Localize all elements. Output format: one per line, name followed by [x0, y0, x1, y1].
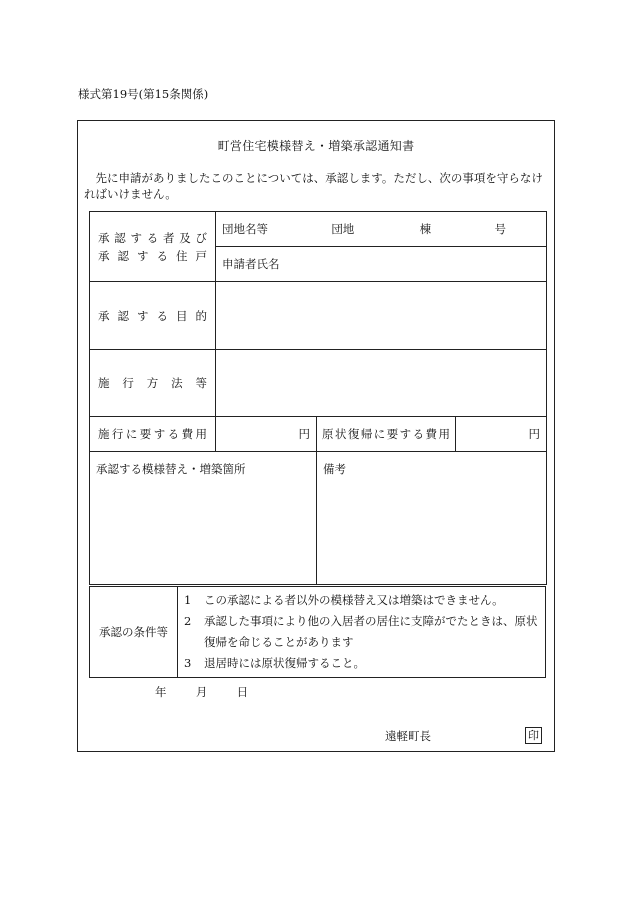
day-label: 日 — [236, 685, 249, 699]
applicant-label-cell — [90, 212, 216, 282]
condition-text: この承認による者以外の模様替え又は増築はできません。 — [204, 593, 504, 607]
applicant-name-field[interactable] — [216, 247, 547, 282]
building-unit: 棟 — [419, 222, 432, 236]
condition-number: 3 — [184, 656, 192, 670]
document-title: 町営住宅模様替え・増築承認通知書 — [217, 139, 415, 153]
complex-name-label: 団地名等 — [222, 222, 268, 236]
intro-text: 先に申請がありましたこのことについては、承認します。ただし、次の事項を守らなければいけません。 — [84, 171, 543, 201]
mayor-signature: 遠軽町長 — [385, 729, 431, 743]
complex-field[interactable] — [216, 212, 547, 247]
condition-text: 退居時には原状復帰すること。 — [204, 656, 365, 670]
restore-cost-field[interactable] — [456, 417, 547, 452]
cost-label: 施行に要する費用 — [90, 417, 216, 452]
purpose-field[interactable] — [216, 282, 547, 350]
applicant-label-line1: 承認する者及び — [98, 230, 207, 245]
purpose-label: 承認する目的 — [90, 282, 216, 350]
cost-unit: 円 — [298, 427, 310, 441]
cost-field[interactable] — [216, 417, 317, 452]
applicant-name-label: 申請者氏名 — [222, 257, 280, 271]
conditions-label: 承認の条件等 — [90, 587, 178, 678]
number-unit: 号 — [494, 222, 506, 236]
notice-form — [77, 120, 555, 752]
remarks-field[interactable] — [317, 452, 547, 585]
condition-text: 承認した事項により他の入居者の居住に支障がでたときは、原状復帰を命じることがあります — [204, 614, 538, 649]
condition-number: 1 — [184, 593, 192, 607]
month-label: 月 — [195, 685, 208, 699]
location-label: 承認する模様替え・増築箇所 — [96, 462, 246, 476]
form-number-label: 様式第19号(第15条関係) — [78, 87, 209, 101]
location-field[interactable] — [90, 452, 317, 585]
restore-cost-label: 原状復帰に要する費用 — [317, 417, 456, 452]
approval-table — [89, 211, 547, 585]
method-field[interactable] — [216, 350, 547, 417]
method-label: 施行方法等 — [90, 350, 216, 417]
conditions-table — [89, 586, 546, 678]
complex-unit: 団地 — [331, 222, 355, 236]
condition-item — [184, 653, 539, 674]
date-line — [155, 684, 248, 700]
condition-item — [184, 590, 539, 611]
restore-cost-unit: 円 — [528, 427, 541, 441]
year-label: 年 — [155, 685, 167, 699]
condition-item — [184, 611, 539, 653]
condition-number: 2 — [184, 614, 192, 628]
applicant-label-line2: 承認する住戸 — [98, 248, 207, 263]
seal-stamp: 印 — [525, 727, 542, 744]
conditions-list — [178, 587, 546, 678]
remarks-label: 備考 — [323, 462, 346, 476]
